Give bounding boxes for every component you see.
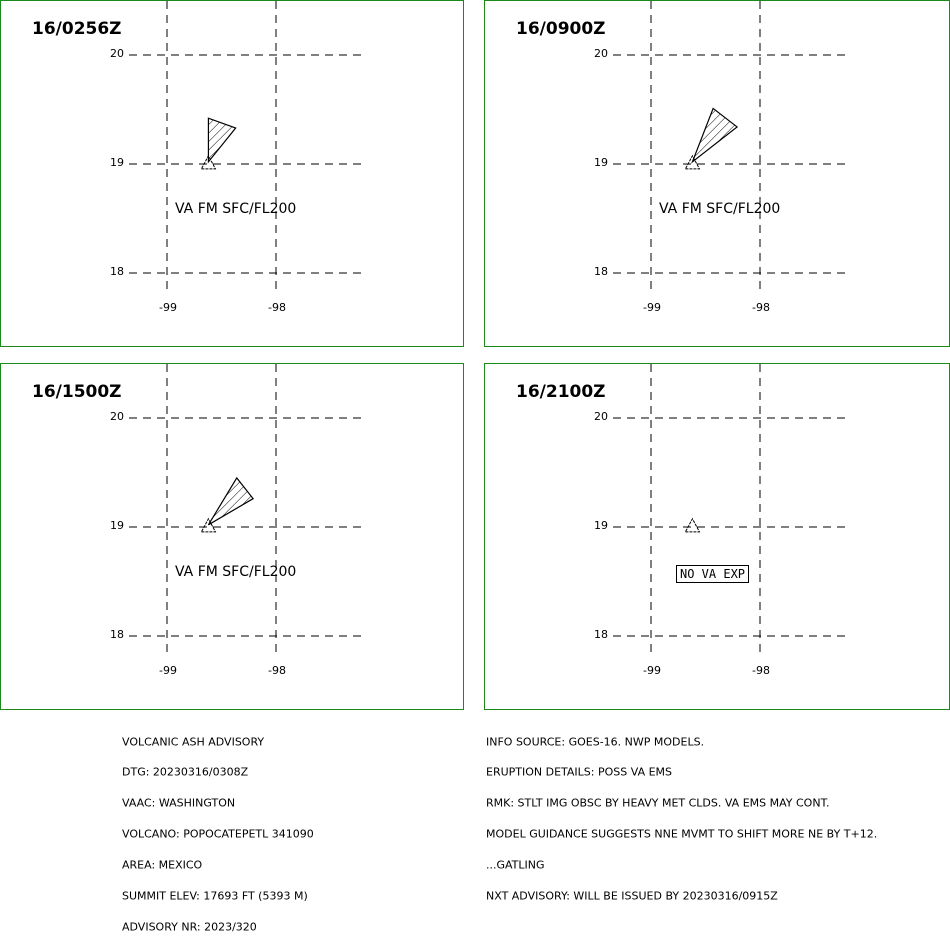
lat-tick-label: 18: [110, 265, 124, 278]
lat-tick-label: 19: [110, 519, 124, 532]
lat-tick-label: 18: [594, 265, 608, 278]
lat-tick-label: 20: [594, 47, 608, 60]
advisory-line: ADVISORY NR: 2023/320: [122, 921, 257, 934]
map-canvas: [1, 1, 465, 348]
ash-cloud-shape: [208, 478, 253, 525]
advisory-line: RMK: STLT IMG OBSC BY HEAVY MET CLDS. VA EMS MAY CONT.: [486, 797, 830, 810]
lon-tick-label: -99: [643, 301, 661, 314]
lon-tick-label: -98: [268, 301, 286, 314]
advisory-line: AREA: MEXICO: [122, 859, 203, 872]
no-va-expected-box: NO VA EXP: [676, 565, 749, 583]
forecast-panel-t18: [484, 363, 950, 710]
ash-cloud-polygon: [692, 108, 737, 161]
lon-tick-label: -99: [159, 301, 177, 314]
map-canvas: [485, 1, 950, 348]
valid-time-label: 16/1500Z: [32, 382, 122, 402]
lon-tick-label: -98: [752, 301, 770, 314]
advisory-header-block: [122, 717, 314, 944]
lon-tick-label: -99: [643, 664, 661, 677]
map-canvas: [1, 364, 465, 711]
forecast-panel-t6: [484, 0, 950, 347]
volcano-triangle: [685, 519, 699, 532]
grid-lines: [129, 364, 361, 656]
lat-tick-label: 20: [110, 410, 124, 423]
advisory-line: SUMMIT ELEV: 17693 FT (5393 M): [122, 890, 308, 903]
lat-tick-label: 18: [594, 628, 608, 641]
advisory-line: DTG: 20230316/0308Z: [122, 766, 249, 779]
lat-tick-label: 20: [594, 410, 608, 423]
va-level-note: VA FM SFC/FL200: [175, 564, 297, 580]
advisory-line: ERUPTION DETAILS: POSS VA EMS: [486, 766, 673, 779]
lat-tick-label: 19: [594, 519, 608, 532]
valid-time-label: 16/2100Z: [516, 382, 606, 402]
volcano-icon: [685, 519, 699, 532]
ash-cloud-polygon: [208, 118, 235, 162]
lon-tick-label: -99: [159, 664, 177, 677]
advisory-line: INFO SOURCE: GOES-16. NWP MODELS.: [486, 735, 705, 749]
lon-tick-label: -98: [752, 664, 770, 677]
advisory-remarks-block: [486, 717, 877, 913]
advisory-line: MODEL GUIDANCE SUGGESTS NNE MVMT TO SHIFT MORE NE BY T+12.: [486, 828, 878, 841]
forecast-panel-t12: [0, 363, 464, 710]
ash-cloud-polygon: [208, 478, 253, 525]
forecast-panel-t0: [0, 0, 464, 347]
valid-time-label: 16/0256Z: [32, 19, 122, 39]
lat-tick-label: 19: [594, 156, 608, 169]
grid-lines: [613, 364, 845, 656]
va-level-note: VA FM SFC/FL200: [659, 201, 781, 217]
valid-time-label: 16/0900Z: [516, 19, 606, 39]
ash-cloud-shape: [692, 108, 737, 161]
advisory-line: ...GATLING: [486, 859, 545, 872]
advisory-line: VAAC: WASHINGTON: [122, 797, 236, 810]
ash-cloud-shape: [208, 118, 235, 162]
lon-tick-label: -98: [268, 664, 286, 677]
advisory-line: NXT ADVISORY: WILL BE ISSUED BY 20230316/0915Z: [486, 890, 778, 903]
map-canvas: [485, 364, 950, 711]
grid-lines: [129, 1, 361, 293]
advisory-line: VOLCANO: POPOCATEPETL 341090: [122, 828, 314, 841]
lat-tick-label: 20: [110, 47, 124, 60]
advisory-line: VOLCANIC ASH ADVISORY: [122, 735, 265, 749]
va-level-note: VA FM SFC/FL200: [175, 201, 297, 217]
grid-lines: [613, 1, 845, 293]
lat-tick-label: 19: [110, 156, 124, 169]
lat-tick-label: 18: [110, 628, 124, 641]
